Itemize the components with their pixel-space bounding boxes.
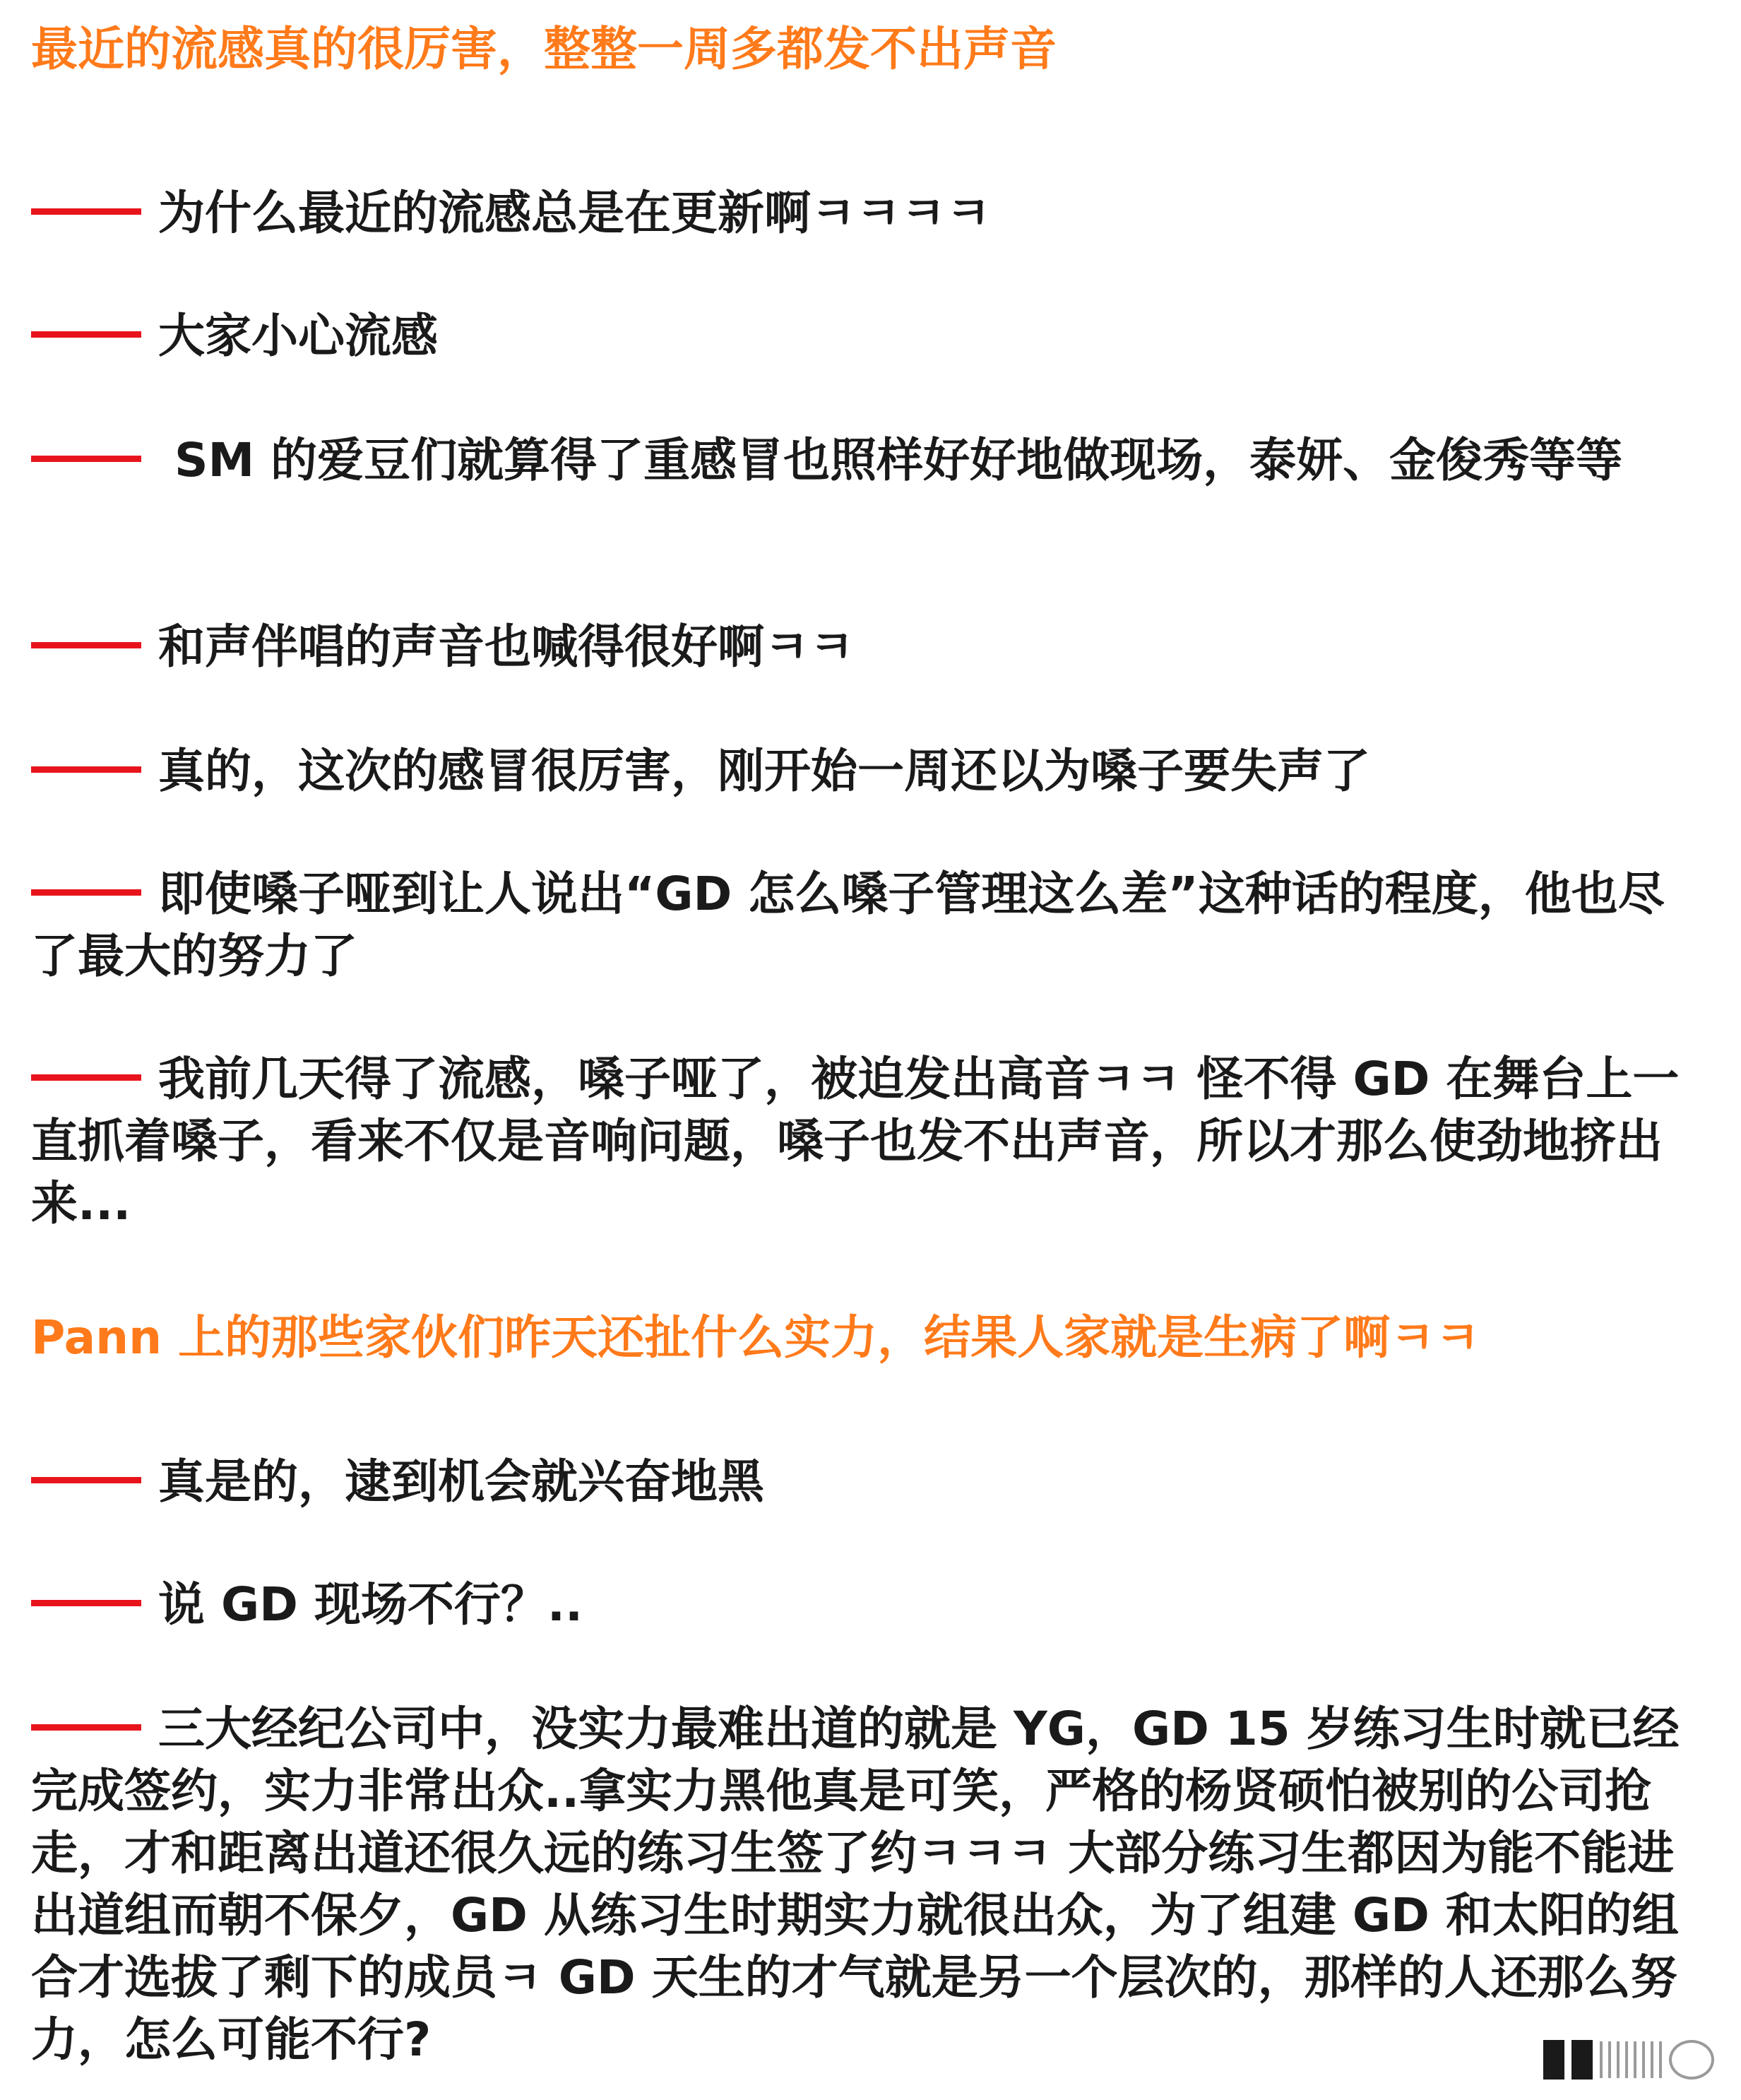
comment-text: 真的，这次的感冒很厉害，刚开始一周还以为嗓子要失声了 bbox=[158, 744, 1370, 798]
comment-text: 和声伴唱的声音也喊得很好啊ㅋㅋ bbox=[158, 619, 855, 674]
comment-4 bbox=[31, 616, 1709, 678]
comment-text: 即使嗓子哑到让人说出“GD 怎么嗓子管理这么差”这种话的程度，他也尽了最大的努力了 bbox=[31, 867, 1665, 983]
dash-marker bbox=[31, 889, 141, 896]
watermark-block-icon bbox=[1571, 2040, 1593, 2080]
comment-7 bbox=[31, 1048, 1709, 1235]
comment-3 bbox=[31, 429, 1709, 492]
watermark-block-icon bbox=[1543, 2040, 1564, 2080]
watermark bbox=[1538, 2035, 1720, 2084]
comment-text: 大家小心流感 bbox=[158, 309, 438, 363]
comment-text: 说 GD 现场不行？.. bbox=[158, 1577, 583, 1632]
comment-text: 三大经纪公司中，没实力最难出道的就是 YG，GD 15 岁练习生时就已经完成签约，实力非常出众..拿实力黑他真是可笑，严格的杨贤硕怕被别的公司抢走，才和距离出道还很久远的练习生签了约ㅋㅋㅋ 大部分练习生都因为能不能进出道组而朝不保夕，GD 从练习生时期实力就很出众，为了组建 GD 和太阳的组合才选拔了剩下的成员ㅋ GD 天生的才气就是另一个层次的，那样的人还那么努力，怎么可能不行? bbox=[31, 1702, 1680, 2067]
dash-marker bbox=[31, 1074, 141, 1081]
headline-1: 最近的流感真的很厉害，整整一周多都发不出声音 bbox=[31, 22, 1057, 76]
comment-text: 真是的，逮到机会就兴奋地黑 bbox=[158, 1454, 764, 1509]
comment-text: 为什么最近的流感总是在更新啊ㅋㅋㅋㅋ bbox=[158, 186, 992, 240]
comment-6 bbox=[31, 863, 1709, 987]
comment-2 bbox=[31, 305, 1709, 367]
comment-8 bbox=[31, 1451, 1709, 1513]
watermark-logo-icon bbox=[1669, 2040, 1714, 2080]
dash-marker bbox=[31, 642, 141, 648]
dash-marker bbox=[31, 1477, 141, 1483]
comment-text: 我前几天得了流感，嗓子哑了，被迫发出高音ㅋㅋ 怪不得 GD 在舞台上一直抓着嗓子，看来不仅是音响问题，嗓子也发不出声音，所以才那么使劲地挤出来... bbox=[31, 1052, 1680, 1230]
dash-marker bbox=[31, 456, 141, 462]
dash-marker bbox=[31, 1724, 141, 1731]
dash-marker bbox=[31, 1600, 141, 1606]
dash-marker bbox=[31, 331, 141, 338]
comment-10 bbox=[31, 1698, 1709, 2071]
comment-9 bbox=[31, 1574, 1709, 1636]
headline-2: Pann 上的那些家伙们昨天还扯什么实力，结果人家就是生病了啊ㅋㅋ bbox=[31, 1310, 1480, 1365]
dash-marker bbox=[31, 208, 141, 215]
comment-text: SM 的爱豆们就算得了重感冒也照样好好地做现场，泰妍、金俊秀等等 bbox=[158, 433, 1623, 487]
watermark-bars-icon bbox=[1600, 2041, 1662, 2078]
comment-5 bbox=[31, 740, 1709, 802]
dash-marker bbox=[31, 766, 141, 773]
comment-1 bbox=[31, 182, 1709, 244]
